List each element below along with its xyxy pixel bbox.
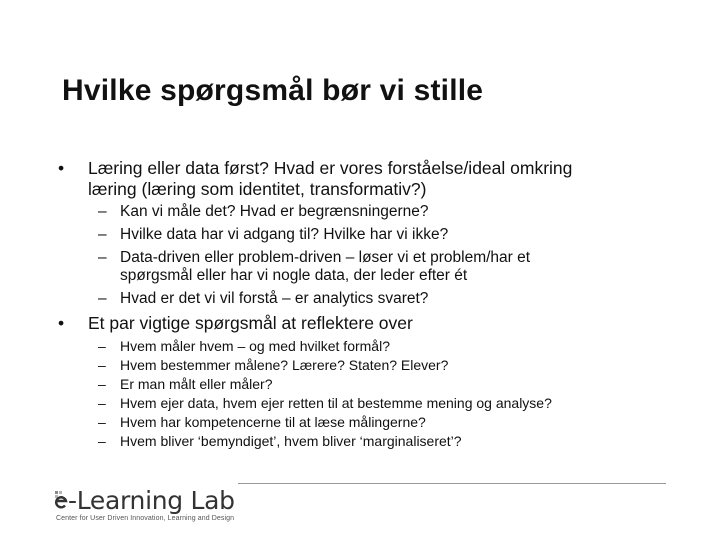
dash-marker: – — [98, 290, 107, 307]
sub-bullet-text: Hvilke data har vi adgang til? Hvilke har vi ikke? — [120, 226, 449, 243]
dash-marker: – — [98, 357, 106, 373]
sub-bullet-text: Hvem måler hvem – og med hvilket formål? — [120, 338, 390, 354]
dash-marker: – — [98, 226, 107, 243]
bullet-text-line: læring (læring som identitet, transformativ?) — [88, 179, 427, 199]
sub-bullet-text: Kan vi måle det? Hvad er begrænsningerne? — [120, 203, 429, 220]
bullet-marker: • — [58, 313, 65, 333]
sub-bullet-text: Hvem har kompetencerne til at læse målingerne? — [120, 414, 426, 430]
bullet-text-line: Læring eller data først? Hvad er vores forståelse/ideal omkring — [88, 158, 573, 178]
dash-marker: – — [98, 376, 106, 392]
dash-marker: – — [98, 249, 107, 266]
sub-bullet-text-line: Data-driven eller problem-driven – løser vi et problem/har et — [120, 249, 531, 266]
logo-wordmark: -Learning Lab — [68, 486, 235, 515]
dash-marker: – — [98, 203, 107, 220]
footer-divider — [238, 483, 666, 484]
logo-subtitle: Center for User Driven Innovation, Learning and Design — [56, 515, 235, 522]
bullet-text-line: Et par vigtige spørgsmål at reflektere over — [88, 313, 413, 333]
sub-bullet-text: Hvem ejer data, hvem ejer retten til at bestemme mening og analyse? — [120, 395, 552, 411]
sub-bullet-text: Hvem bestemmer målene? Lærere? Staten? Elever? — [120, 357, 449, 373]
bullet-marker: • — [58, 158, 65, 178]
slide-title: Hvilke spørgsmål bør vi stille — [62, 74, 484, 107]
dash-marker: – — [98, 395, 106, 411]
sub-bullet-text: Hvad er det vi vil forstå – er analytics svaret? — [120, 290, 429, 307]
sub-bullet-text: Hvem bliver ‘bemyndiget’, hvem bliver ‘marginaliseret’? — [120, 433, 462, 449]
e-logo-icon — [54, 488, 68, 510]
sub-bullet-text-line: spørgsmål eller har vi nogle data, der leder efter ét — [120, 267, 468, 284]
dash-marker: – — [98, 433, 106, 449]
dash-marker: – — [98, 338, 106, 354]
sub-bullet-text: Er man målt eller måler? — [120, 376, 273, 392]
dash-marker: – — [98, 414, 106, 430]
